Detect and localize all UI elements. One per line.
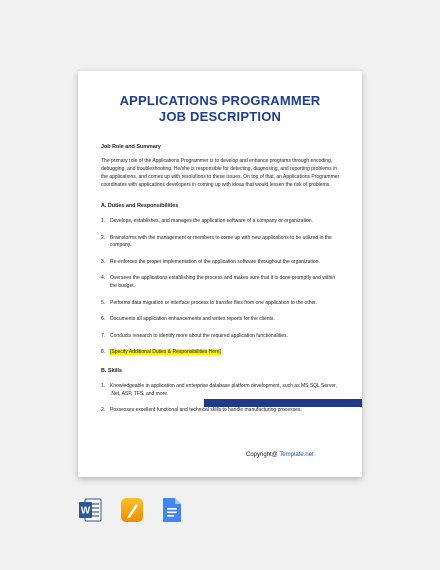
list-item bbox=[101, 275, 341, 290]
list-item-number: 3. bbox=[101, 258, 106, 265]
list-item-text: Possesses excellent functional and technical skills to handle manufacturing processes. bbox=[110, 407, 302, 414]
duties-heading: A. Duties and Responsibilities bbox=[101, 203, 179, 209]
list-item-number: 1. bbox=[101, 218, 106, 224]
list-item-number: 7. bbox=[101, 332, 106, 339]
document-title-line1: APPLICATIONS PROGRAMMER bbox=[119, 93, 321, 108]
skills-heading: B. Skills bbox=[101, 367, 122, 374]
list-item-number: 2. bbox=[101, 234, 106, 241]
list-item-number: 2. bbox=[101, 407, 106, 414]
list-item-number: 6. bbox=[101, 316, 106, 323]
list-item bbox=[101, 349, 341, 357]
list-item bbox=[101, 300, 341, 308]
list-item bbox=[101, 218, 341, 226]
document-page bbox=[78, 71, 362, 477]
list-item-text: Knowledgeable in application and enterprise database platform development, such as MS SQL Server, .Net, ASP, TFS, and more. bbox=[110, 382, 337, 397]
list-item-number: 1. bbox=[101, 382, 106, 389]
duties-list bbox=[101, 218, 341, 357]
list-item-number: 8. bbox=[101, 349, 106, 356]
list-item-text: Oversees the applications establishing the process and makes sure that it is done promptly and within the budget. bbox=[110, 275, 336, 289]
list-item-text: Conducts research to identify more about the required application functionalities. bbox=[110, 332, 288, 339]
placeholder-highlight: [Specify Additional Duties & Responsibilities Here] bbox=[110, 349, 221, 356]
list-item-text: Performs data migration or interface process to transfer files from one application to the other. bbox=[110, 299, 318, 306]
brand-link[interactable]: Template.net bbox=[279, 452, 314, 458]
document-body bbox=[101, 144, 341, 424]
role-heading: Job Role and Summary bbox=[101, 144, 161, 150]
list-item-text: Documents all application enhancements and writes reports for the clients. bbox=[110, 316, 275, 323]
document-title-line2: JOB DESCRIPTION bbox=[158, 109, 282, 124]
list-item bbox=[101, 407, 341, 415]
copyright-text: Copyright@ bbox=[246, 452, 278, 458]
svg-text:W: W bbox=[80, 505, 91, 517]
footer-copyright bbox=[246, 452, 314, 458]
footer-accent-bar bbox=[204, 399, 362, 407]
list-item bbox=[101, 333, 341, 341]
word-icon[interactable] bbox=[78, 497, 102, 523]
list-item bbox=[101, 235, 341, 250]
list-item bbox=[101, 316, 341, 324]
list-item-text: Re-enforces the proper implementation of the application software throughout the organization. bbox=[110, 258, 320, 265]
list-item-number: 5. bbox=[101, 299, 106, 306]
list-item-number: 4. bbox=[101, 275, 106, 282]
pages-icon[interactable] bbox=[120, 497, 144, 523]
list-item-text: Brainstorms with the management or members to come up with new applications to be utilized in the company. bbox=[110, 234, 332, 249]
summary-paragraph: The primary role of the Applications Programmer is to develop and enhance programs through encoding, debugging, and troubleshooting. He/she is responsible for detecting, diagnosing, and reporting problems in the applications, and comes up with resolutions to these issues. On top of that, an Applications Programmer coordinates with applications developers in coming up with ideas that would lessen the risk of problems. bbox=[101, 158, 340, 188]
list-item bbox=[101, 259, 341, 267]
list-item-text: Develops, establishes, and manages the application software of a company or organization. bbox=[110, 218, 313, 224]
google-docs-icon[interactable] bbox=[160, 497, 184, 523]
list-item bbox=[101, 383, 341, 398]
